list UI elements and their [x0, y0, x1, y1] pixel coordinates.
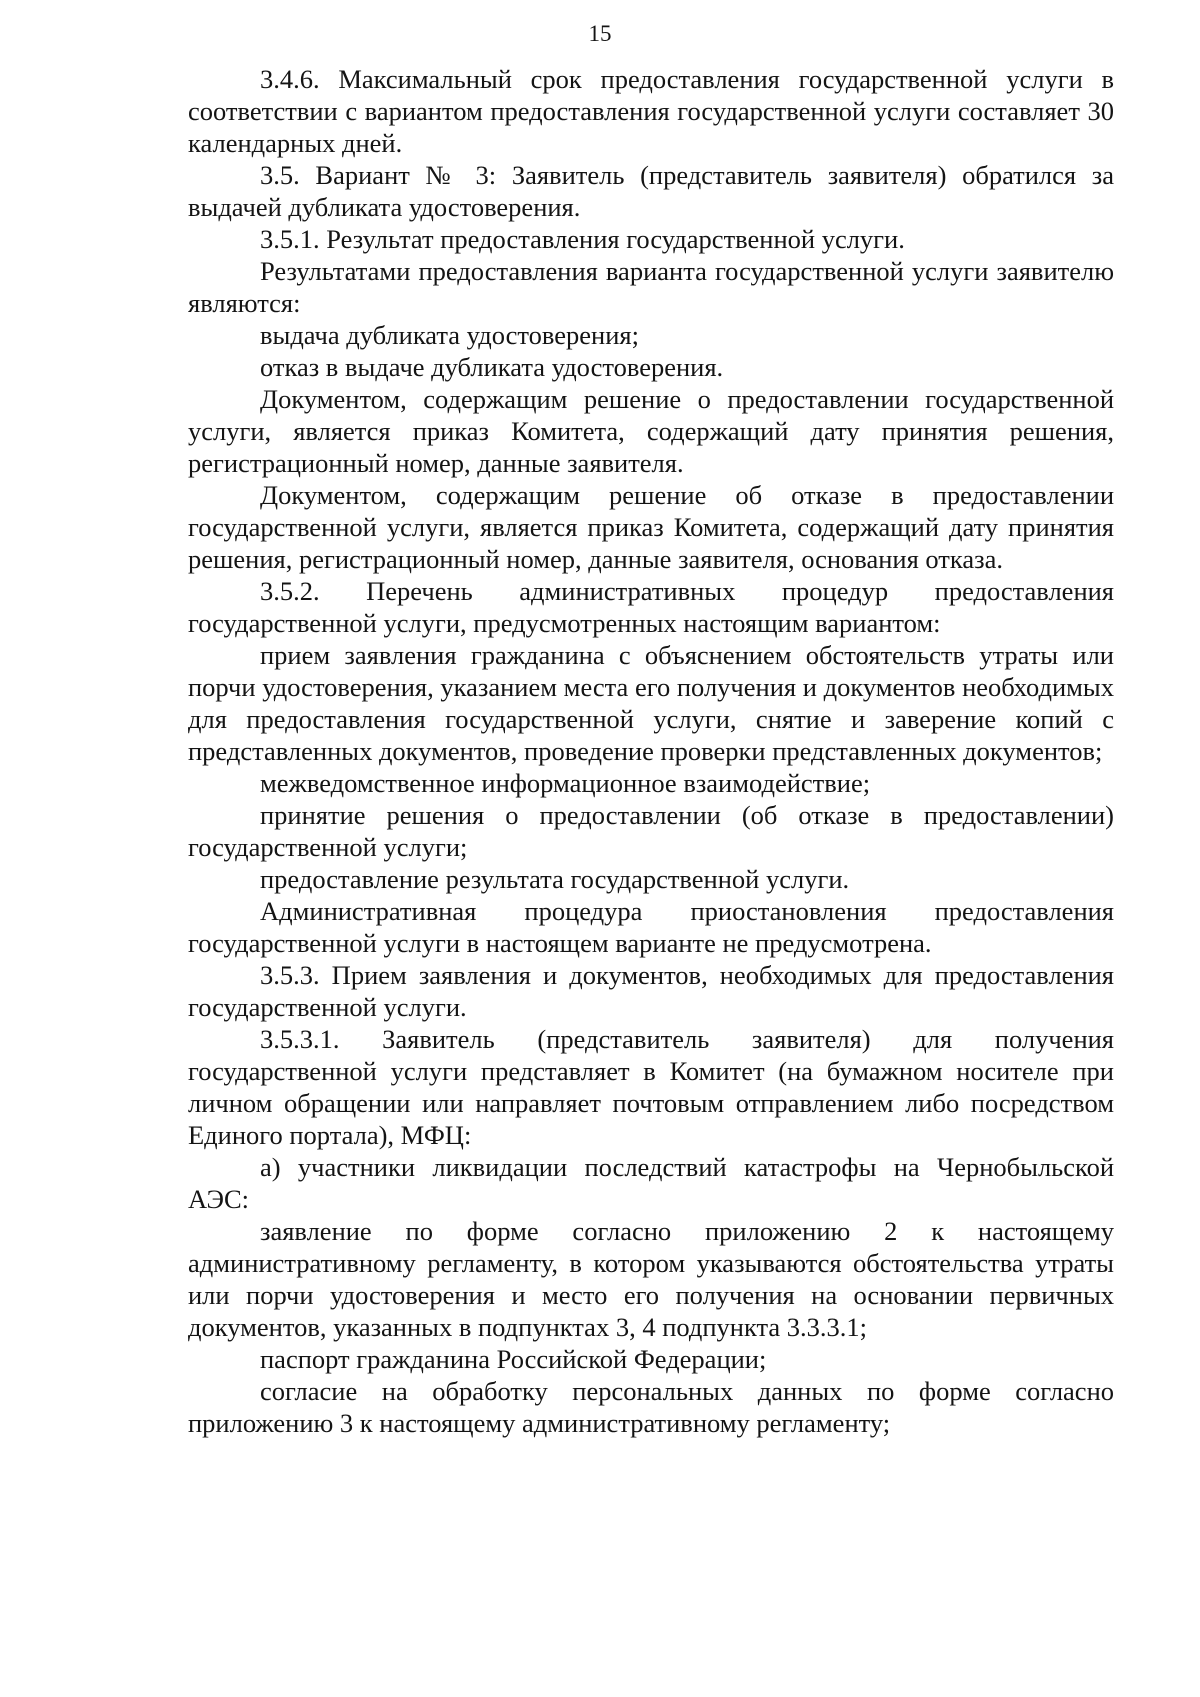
- paragraph-passport: паспорт гражданина Российской Федерации;: [260, 1344, 767, 1374]
- paragraph-procedure-decision: принятие решения о предоставлении (об отказе в предоставлении) государственной услуги;: [188, 800, 1114, 862]
- paragraph-procedure-result: предоставление результата государственной услуги.: [260, 864, 850, 894]
- paragraph-consent: согласие на обработку персональных данных по форме согласно приложению 3 к настоящему административному регламенту;: [188, 1376, 1114, 1438]
- paragraph-refusal-document: Документом, содержащим решение об отказе в предоставлении государственной услуги, является приказ Комитета, содержащий дату принятия решения, регистрационный номер, данные заявителя, основания отказа.: [188, 480, 1114, 574]
- paragraph-issue-duplicate: выдача дубликата удостоверения;: [260, 320, 639, 350]
- page-number: 15: [588, 21, 612, 46]
- paragraph-application-form: заявление по форме согласно приложению 2 к настоящему административному регламенту, в котором указываются обстоятельства утраты или порчи удостоверения и место его получения на основании первичных документов, указанных в подпунктах 3, 4 подпункта 3.3.3.1;: [188, 1216, 1114, 1342]
- paragraph-suspension: Административная процедура приостановления предоставления государственной услуги в настоящем варианте не предусмотрена.: [188, 896, 1114, 958]
- paragraph-chernobyl-participants: а) участники ликвидации последствий катастрофы на Чернобыльской АЭС:: [188, 1152, 1114, 1214]
- paragraph-3-5-1: 3.5.1. Результат предоставления государственной услуги.: [260, 224, 905, 254]
- paragraph-procedure-interagency: межведомственное информационное взаимодействие;: [260, 768, 871, 798]
- paragraph-refusal-duplicate: отказ в выдаче дубликата удостоверения.: [260, 352, 724, 382]
- paragraph-3-4-6: 3.4.6. Максимальный срок предоставления государственной услуги в соответствии с вариантом предоставления государственной услуги составляет 30 календарных дней.: [188, 64, 1114, 158]
- paragraph-results: Результатами предоставления варианта государственной услуги заявителю являются:: [188, 256, 1114, 318]
- paragraph-3-5-3: 3.5.3. Прием заявления и документов, необходимых для предоставления государственной услуги.: [188, 960, 1114, 1022]
- paragraph-3-5-2: 3.5.2. Перечень административных процедур предоставления государственной услуги, предусмотренных настоящим вариантом:: [188, 576, 1114, 638]
- document-body: [188, 63, 1114, 1439]
- paragraph-procedure-reception: прием заявления гражданина с объяснением обстоятельств утраты или порчи удостоверения, указанием места его получения и документов необходимых для предоставления государственной услуги, снятие и заверение копий с представленных документов, проведение проверки представленных документов;: [188, 640, 1114, 766]
- paragraph-decision-document: Документом, содержащим решение о предоставлении государственной услуги, является приказ Комитета, содержащий дату принятия решения, регистрационный номер, данные заявителя.: [188, 384, 1114, 478]
- paragraph-3-5-3-1: 3.5.3.1. Заявитель (представитель заявителя) для получения государственной услуги представляет в Комитет (на бумажном носителе при личном обращении или направляет почтовым отправлением либо посредством Единого портала), МФЦ:: [188, 1024, 1114, 1150]
- paragraph-3-5: 3.5. Вариант № 3: Заявитель (представитель заявителя) обратился за выдачей дубликата удостоверения.: [188, 160, 1114, 222]
